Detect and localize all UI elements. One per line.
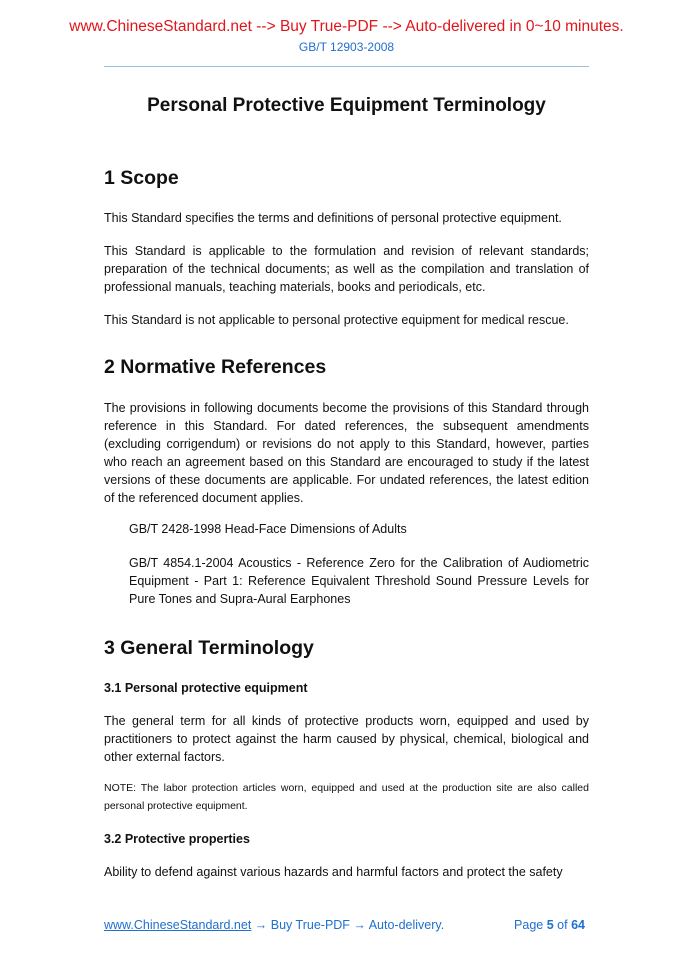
section-heading-general-terminology: 3 General Terminology [104,637,314,659]
page-total: 64 [571,918,585,932]
normative-paragraph: The provisions in following documents become the provisions of this Standard through reference in this Standard. For dated references, the subsequent amendments (excluding corrigendum) or revisions do not apply to this Standard, however, parties who reach an agreement based on this Standard are encouraged to study if the latest versions of these documents are applicable. For undated references, the latest edition of the referenced document applies. [104,401,589,505]
page-indicator [514,918,585,932]
section-heading-scope: 1 Scope [104,167,179,189]
document-title: Personal Protective Equipment Terminology [147,95,546,116]
page-of: of [557,918,568,932]
header-divider [104,66,589,67]
term-definition-3-1: The general term for all kinds of protective products worn, equipped and used by practitioners to protect against the harm caused by physical, chemical, biological and other external factors. [104,714,589,764]
reference-item-1: GB/T 2428-1998 Head-Face Dimensions of Adults [129,522,407,536]
page-current: 5 [546,918,554,932]
page-label: Page [514,918,544,932]
term-note-3-1: NOTE: The labor protection articles worn, equipped and used at the production site are also called personal protective equipment. [104,782,589,812]
term-heading-3-2: 3.2 Protective properties [104,832,250,846]
top-banner[interactable]: www.ChineseStandard.net --> Buy True-PDF --> Auto-delivered in 0~10 minutes. [69,18,624,35]
reference-item-2: GB/T 4854.1-2004 Acoustics - Reference Zero for the Calibration of Audiometric Equipment - Part 1: Reference Equivalent Threshold Sound Pressure Levels for Pure Tones and Supra-Aural Earphones [129,556,589,606]
page-footer [104,918,589,932]
scope-paragraph-2: This Standard is applicable to the formulation and revision of relevant standards; preparation of the technical documents; as well as the compilation and translation of professional manuals, teaching materials, books and periodicals, etc. [104,244,589,294]
standard-code: GB/T 12903-2008 [298,40,395,54]
footer-text: → Buy True-PDF → Auto-delivery. [251,918,445,932]
scope-paragraph-3: This Standard is not applicable to personal protective equipment for medical rescue. [104,313,569,327]
term-definition-3-2: Ability to defend against various hazards and harmful factors and protect the safety [104,865,563,879]
scope-paragraph-1: This Standard specifies the terms and definitions of personal protective equipment. [104,211,562,225]
footer-link[interactable]: www.ChineseStandard.net [104,918,252,932]
term-heading-3-1: 3.1 Personal protective equipment [104,681,308,695]
section-heading-normative-references: 2 Normative References [104,356,327,378]
